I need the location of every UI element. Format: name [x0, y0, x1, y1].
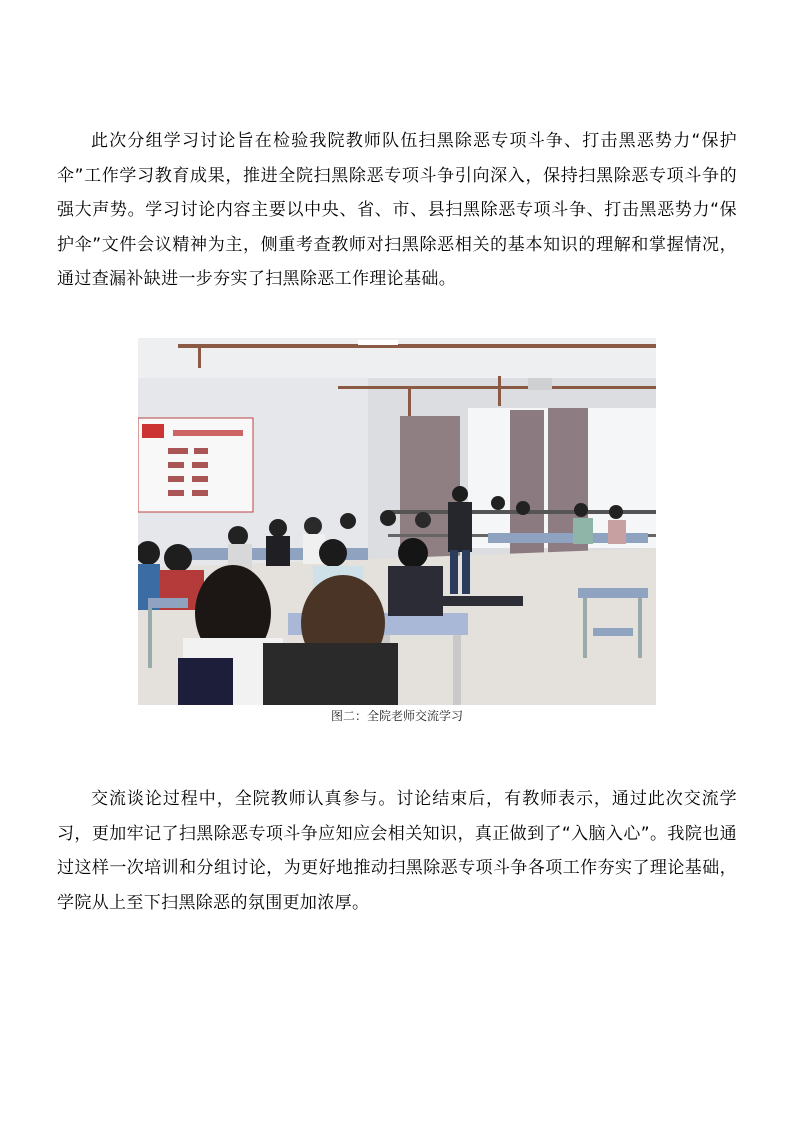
- body-paragraph-1: 此次分组学习讨论旨在检验我院教师队伍扫黑除恶专项斗争、打击黑恶势力“保护伞”工作学习教育成果，推进全院扫黑除恶专项斗争引向深入，保持扫黑除恶专项斗争的强大声势。学习讨论内容主要以中央、省、市、县扫黑除恶专项斗争、打击黑恶势力“保护伞”文件会议精神为主，侧重考查教师对扫黑除恶相关的基本知识的理解和掌握情况，通过查漏补缺进一步夯实了扫黑除恶工作理论基础。: [57, 131, 737, 289]
- classroom-photo: [138, 338, 656, 705]
- body-paragraph-2: 交流谈论过程中，全院教师认真参与。讨论结束后，有教师表示，通过此次交流学习，更加牢记了扫黑除恶专项斗争应知应会相关知识，真正做到了“入脑入心”。我院也通过这样一次培训和分组讨论，为更好地推动扫黑除恶专项斗争各项工作夯实了理论基础，学院从上至下扫黑除恶的氛围更加浓厚。: [57, 789, 737, 913]
- figure-caption: 图二：全院老师交流学习: [330, 709, 463, 723]
